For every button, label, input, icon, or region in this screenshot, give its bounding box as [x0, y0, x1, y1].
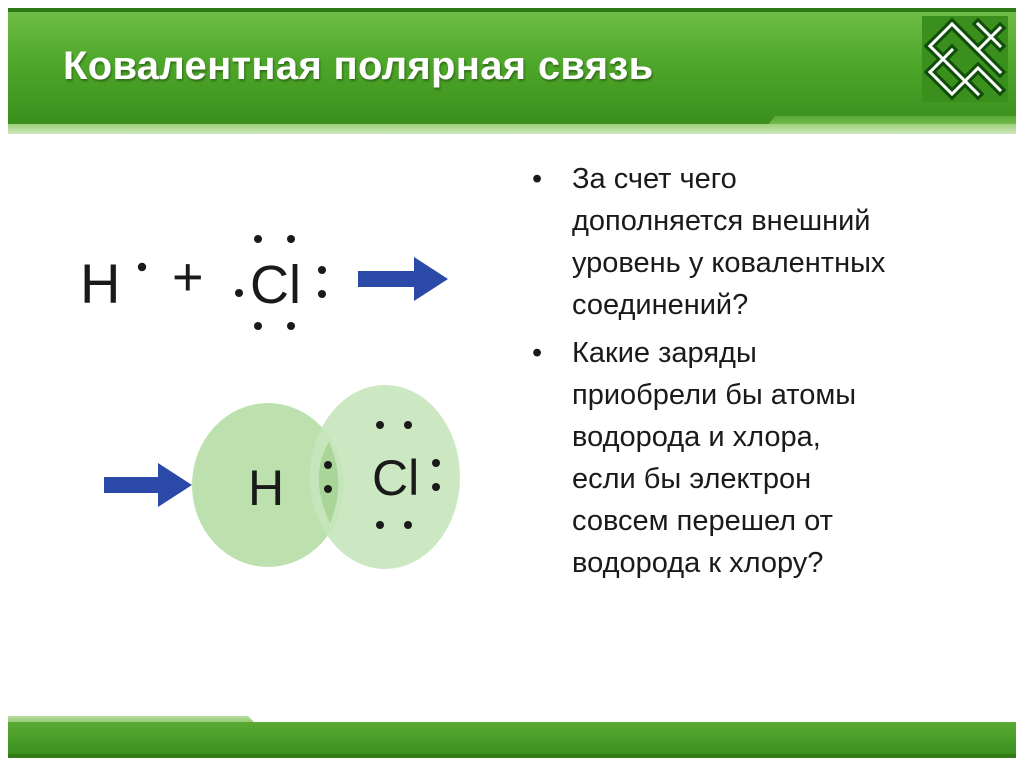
question-line: приобрели бы атомы	[572, 379, 857, 411]
celtic-knot-icon	[922, 16, 1008, 102]
question-item	[530, 332, 1000, 584]
question-line: дополняется внешний	[572, 205, 871, 237]
cl-mol-top-dot-1	[376, 421, 384, 429]
footer-bottom-line	[8, 754, 1016, 758]
cl-mol-right-dot-1	[432, 459, 440, 467]
right-arrow-icon	[104, 463, 192, 507]
bullet-marker: •	[532, 163, 543, 195]
cl-left-dot	[235, 289, 243, 297]
right-arrow-icon	[358, 257, 448, 301]
cl-mol-top-dot-2	[404, 421, 412, 429]
cl-mol-bottom-dot-2	[404, 521, 412, 529]
h-electron-dot	[138, 263, 146, 271]
hcl-bond-diagram	[60, 215, 500, 585]
footer-band	[8, 722, 1016, 754]
question-line: соединений?	[572, 289, 749, 321]
cl-top-dot-1	[254, 235, 262, 243]
question-line: уровень у ковалентных	[572, 247, 886, 279]
cl-bottom-dot-2	[287, 322, 295, 330]
question-line: водорода и хлора,	[572, 421, 821, 453]
cl-right-dot-2	[318, 290, 326, 298]
cl-mol-right-dot-2	[432, 483, 440, 491]
cl-atom-symbol-molecule: Cl	[372, 450, 420, 506]
cl-bottom-dot-1	[254, 322, 262, 330]
shared-pair-dot-1	[324, 461, 332, 469]
cl-right-dot-1	[318, 266, 326, 274]
cl-top-dot-2	[287, 235, 295, 243]
question-line: водорода к хлору?	[572, 547, 824, 579]
slide-title: Ковалентная полярная связь	[63, 44, 654, 88]
question-line: Какие заряды	[572, 337, 757, 369]
question-list	[530, 158, 1000, 590]
cl-mol-bottom-dot-1	[376, 521, 384, 529]
shared-pair-dot-2	[324, 485, 332, 493]
question-line: если бы электрон	[572, 463, 812, 495]
header-bottom-line	[8, 124, 1016, 134]
question-item	[530, 158, 1000, 326]
h-atom-symbol-molecule: H	[248, 460, 285, 516]
question-line: совсем перешел от	[572, 505, 833, 537]
bullet-marker: •	[532, 337, 543, 369]
plus-sign: +	[172, 247, 204, 307]
cl-atom-symbol: Cl	[250, 255, 301, 315]
h-atom-symbol: H	[80, 252, 121, 315]
question-line: За счет чего	[572, 163, 737, 195]
